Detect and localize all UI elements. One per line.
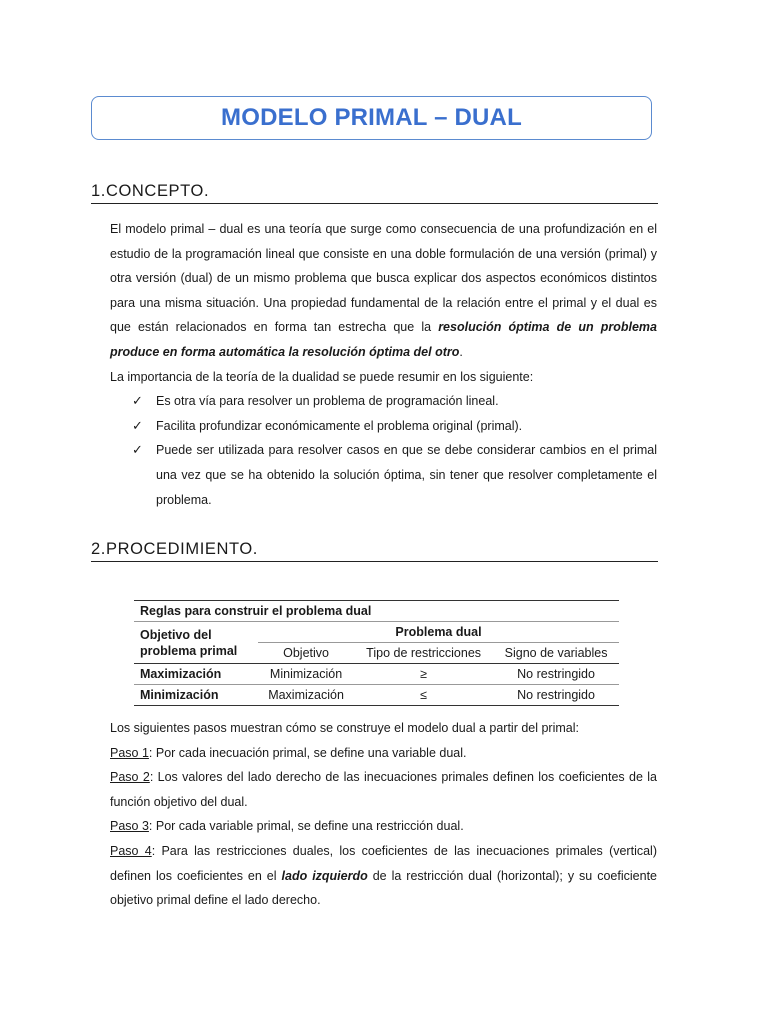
section-heading-procedimiento: [91, 540, 658, 562]
importancia-list: [110, 389, 657, 512]
col-header-primal: Objetivo del problema primal: [134, 622, 258, 664]
group-header-dual: Problema dual: [258, 622, 619, 643]
paso-emphasis: lado izquierdo: [281, 868, 368, 883]
list-item-text: Es otra vía para resolver un problema de programación lineal.: [156, 394, 499, 409]
section-number: 2.: [91, 540, 106, 558]
section-title: CONCEPTO.: [105, 182, 210, 200]
table-caption-row: [134, 601, 619, 622]
paso-label: Paso 4: [110, 843, 152, 858]
cell-signo: No restringido: [493, 664, 619, 685]
checkmark-icon: ✓: [132, 442, 143, 458]
cell-signo: No restringido: [493, 685, 619, 706]
paso-1: [110, 741, 657, 766]
page-title: MODELO PRIMAL – DUAL: [221, 104, 522, 131]
concepto-text: El modelo primal – dual es una teoría que surge como consecuencia de una profundización en el estudio de la programación lineal que consiste en una doble formulación de una versión (primal) y otra versión (dual) de un mismo problema que busca explicar dos aspectos económicos distintos para una misma situación. Una propiedad fundamental de la relación entre el primal y el dual es que están relacionados en forma tan estrecha que la: [110, 222, 657, 335]
list-item: [110, 389, 657, 414]
paso-2: [110, 765, 657, 814]
pasos-intro: Los siguientes pasos muestran cómo se construye el modelo dual a partir del primal:: [110, 721, 579, 735]
concepto-emphasis: resolución óptima de un problema produce en forma automática la resolución óptima del otro: [110, 320, 657, 359]
paso-text: : Los valores del lado derecho de las inecuaciones primales definen los coeficientes de la función objetivo del dual.: [110, 770, 657, 809]
table-header-row: [134, 622, 619, 643]
checkmark-icon: ✓: [132, 393, 143, 409]
col-header-objetivo: Objetivo: [258, 643, 354, 664]
importancia-paragraph: La importancia de la teoría de la dualidad se puede resumir en los siguiente:: [110, 369, 534, 384]
checkmark-icon: ✓: [132, 417, 143, 433]
col-header-signo: Signo de variables: [493, 643, 619, 664]
section-title: PROCEDIMIENTO.: [105, 540, 258, 558]
paso-label: Paso 2: [110, 770, 150, 785]
paso-text: : Para las restricciones duales, los coeficientes de las inecuaciones primales (vertical) definen los coeficientes en el: [110, 843, 657, 883]
paso-text: : Por cada variable primal, se define una restricción dual.: [148, 819, 464, 834]
concepto-body: [110, 217, 657, 512]
concepto-period: .: [459, 344, 463, 359]
section-number: 1.: [91, 182, 106, 200]
cell-tipo: ≤: [354, 685, 493, 706]
title-box: [91, 96, 652, 140]
paso-4: [110, 839, 657, 913]
dual-rules-table: [134, 600, 619, 706]
list-item: [110, 414, 657, 439]
cell-objetivo: Maximización: [258, 685, 354, 706]
table-row: [134, 685, 619, 706]
table-row: [134, 664, 619, 685]
list-item: [110, 438, 657, 512]
section-heading-concepto: [91, 182, 658, 204]
list-item-text: Facilita profundizar económicamente el problema original (primal).: [156, 418, 523, 433]
cell-tipo: ≥: [354, 664, 493, 685]
pasos-body: [110, 716, 657, 913]
list-item-text: Puede ser utilizada para resolver casos en que se debe considerar cambios en el primal una vez que se ha obtenido la solución óptima, sin tener que resolver completamente el problema.: [156, 443, 657, 507]
paso-text: de la restricción dual (horizontal); y su coeficiente objetivo primal define el lado derecho.: [110, 868, 657, 908]
cell-objetivo: Minimización: [258, 664, 354, 685]
paso-label: Paso 1: [110, 745, 149, 760]
concepto-paragraph: [110, 217, 657, 365]
paso-3: [110, 814, 657, 839]
cell-primal: Maximización: [134, 664, 258, 685]
paso-text: : Por cada inecuación primal, se define una variable dual.: [148, 745, 467, 760]
col-header-tipo: Tipo de restricciones: [354, 643, 493, 664]
cell-primal: Minimización: [134, 685, 258, 706]
table-caption: Reglas para construir el problema dual: [134, 601, 619, 622]
paso-label: Paso 3: [110, 819, 149, 834]
